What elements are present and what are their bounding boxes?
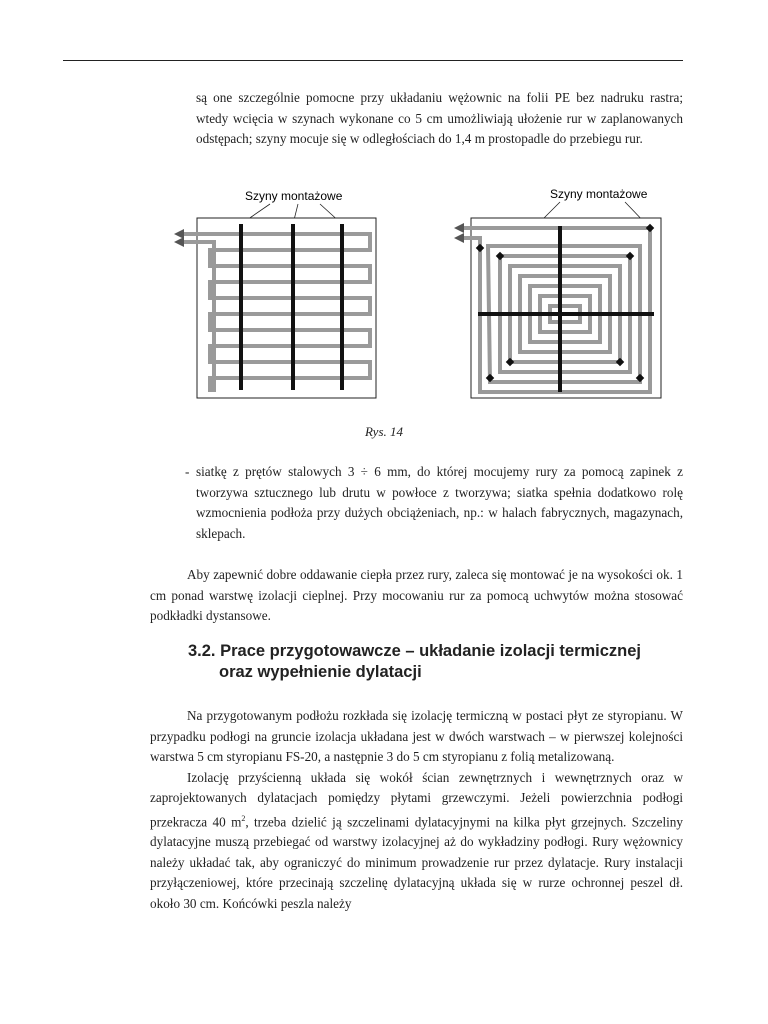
dilatation-text-b: , trzeba dzielić ją szczelinami dylatacyjnymi na kilka płyt grzejnych. Szczeliny dylatacyjne muszą przebiegać od warstwy izolacyjnej aż do wykładziny podłogi. Rury wężownicy należy układać tak, aby ograniczyć do minimum prowadzenie rur przez dylatacje. Rury instalacji przyłączeniowej, które przecinają szczelinę dylatacyjną układa się w rurze ochronnej peszel dł. około 30 cm. Końcówki peszla należy — [150, 813, 683, 911]
figure-serpentine-layout — [170, 180, 400, 405]
superscript-2: 2 — [241, 813, 246, 823]
bullet-dash: - — [185, 464, 190, 479]
dilatation-text-a: Izolację przyścienną układa się wokół ścian zewnętrznych i wewnętrznych oraz w zaprojektowanych dylatacjach pomiędzy płytami grzewczymi. Jeżeli powierzchnia podłogi przekracza 40 m — [150, 769, 683, 829]
header-rule — [63, 60, 683, 61]
flow-arrow-out-icon — [454, 233, 464, 243]
flow-arrow-in-icon — [174, 229, 184, 239]
section-body — [150, 706, 683, 914]
figure-spiral-layout — [450, 180, 680, 405]
flow-arrow-in-icon — [454, 223, 464, 233]
paragraph-dilatation — [150, 768, 683, 915]
figure-caption: Rys. 14 — [364, 424, 404, 439]
right-figure-label: Szyny montażowe — [550, 187, 648, 201]
intro-paragraph: są one szczególnie pomocne przy układaniu wężownic na folii PE bez nadruku rastra; wtedy wcięcia w szynach wykonane co 5 cm umożliwiają ułożenie rur w zaplanowanych odstępach; szyny mocuje się w odległościach do 1,4 m prostopadle do przebiegu rur. — [196, 90, 683, 146]
flow-arrow-out-icon — [174, 237, 184, 247]
paragraph-mounting: Aby zapewnić dobre oddawanie ciepła przez rury, zaleca się montować je na wysokości ok. 1 cm ponad warstwę izolacji cieplnej. Przy mocowaniu rur za pomocą uchwytów można stosować podkładki dystansowe. — [150, 567, 683, 623]
section-heading-line2: oraz wypełnienie dylatacji — [219, 663, 422, 681]
bullet-text: siatkę z prętów stalowych 3 ÷ 6 mm, do której mocujemy rury za pomocą zapinek z tworzywa sztucznego lub drutu w powłoce z tworzywa; siatka spełnia dodatkowo rolę wzmocnienia podłoża przy dużych obciążeniach, np.: w halach fabrycznych, magazynach, sklepach. — [196, 464, 683, 541]
section-heading-line1: 3.2. Prace przygotowawcze – układanie izolacji termicznej — [188, 642, 642, 660]
floor-slab-left — [197, 218, 376, 398]
bullet-item — [185, 462, 683, 544]
left-figure-label: Szyny montażowe — [245, 189, 343, 203]
section-heading — [188, 641, 688, 683]
paragraph-insulation: Na przygotowanym podłożu rozkłada się izolację termiczną w postaci płyt ze styropianu. W przypadku podłogi na gruncie izolacja układana jest w dwóch warstwach – w pierwszej kolejności warstwa 5 cm styropianu FS-20, a następnie 3 do 5 cm styropianu z folią metalizowaną. — [150, 708, 683, 764]
